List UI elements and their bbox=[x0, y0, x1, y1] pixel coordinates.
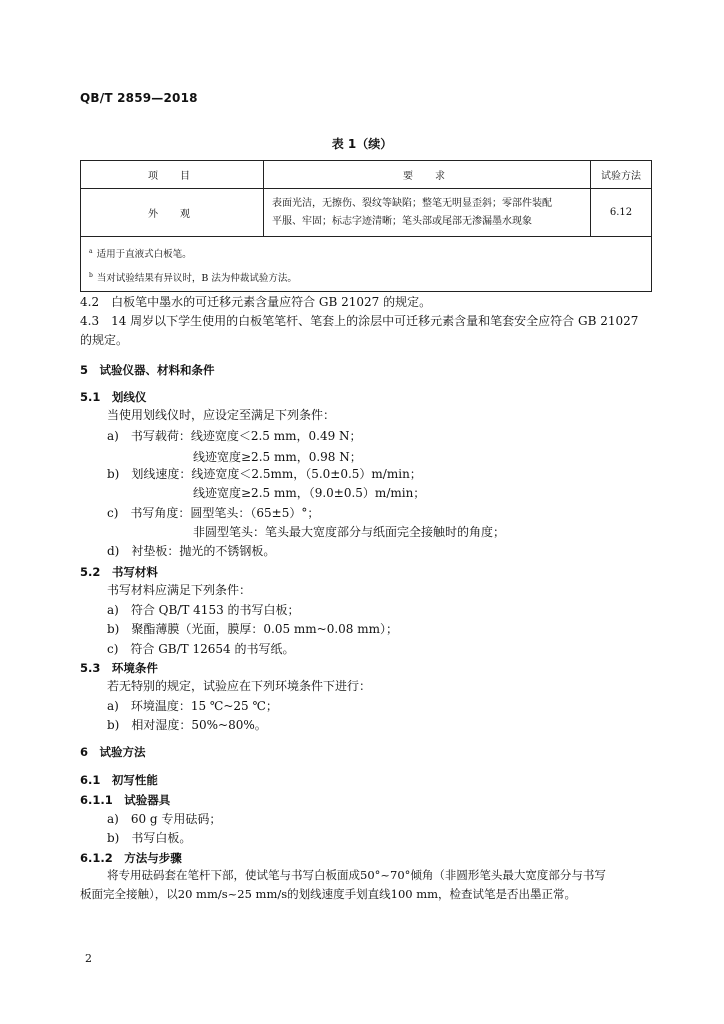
section-6-1-heading: 6.1 初写性能 bbox=[80, 773, 158, 787]
section-6-1-1-heading: 6.1.1 试验器具 bbox=[80, 793, 171, 807]
list-item: b) 书写白板。 bbox=[107, 831, 192, 845]
cell-requirement bbox=[264, 189, 591, 237]
section-5-3-heading: 5.3 环境条件 bbox=[80, 661, 158, 675]
table-header-row bbox=[81, 161, 652, 189]
section-6-heading: 6 试验方法 bbox=[80, 745, 146, 759]
section-5-3-intro: 若无特别的规定，试验应在下列环境条件下进行： bbox=[107, 679, 372, 693]
section-6-1-2-heading: 6.1.2 方法与步骤 bbox=[80, 851, 182, 865]
note-b-mark: b bbox=[89, 272, 93, 280]
cell-item: 外 观 bbox=[81, 189, 264, 237]
cell-method: 6.12 bbox=[591, 189, 652, 237]
note-b bbox=[89, 265, 643, 289]
requirements-table bbox=[80, 160, 652, 292]
table-notes-row bbox=[81, 237, 652, 292]
note-b-text: 当对试验结果有异议时，B 法为仲裁试验方法。 bbox=[96, 273, 297, 285]
list-item: b) 聚酯薄膜（光面，膜厚：0.05 mm~0.08 mm）； bbox=[107, 622, 399, 636]
clause-4-3-cont: 的规定。 bbox=[80, 333, 129, 347]
list-item: a) 符合 QB/T 4153 的书写白板； bbox=[107, 603, 300, 617]
list-item: b) 划线速度：线迹宽度＜2.5mm，（5.0±0.5）m/min； bbox=[107, 467, 422, 481]
list-item: c) 书写角度：圆型笔头：（65±5）°； bbox=[107, 506, 320, 520]
section-5-1-intro: 当使用划线仪时，应设定至满足下列条件： bbox=[107, 408, 336, 422]
list-item: a) 书写载荷：线迹宽度＜2.5 mm，0.49 N； bbox=[107, 429, 362, 443]
section-5-2-heading: 5.2 书写材料 bbox=[80, 565, 158, 579]
procedure-paragraph: 将专用砝码套在笔杆下部，使试笔与书写白板面成50°~70°倾角（非圆形笔头最大宽度部分与书写 bbox=[107, 868, 606, 882]
table-title: 表 1（续） bbox=[331, 137, 393, 151]
list-item: c) 符合 GB/T 12654 的书写纸。 bbox=[107, 642, 295, 656]
standard-code-header: QB/T 2859—2018 bbox=[80, 91, 198, 105]
procedure-paragraph-cont: 板面完全接触），以20 mm/s~25 mm/s的划线速度手划直线100 mm，检查试笔是否出墨正常。 bbox=[80, 887, 577, 901]
note-a-mark: a bbox=[89, 248, 93, 255]
list-item: a) 60 g 专用砝码； bbox=[107, 812, 222, 826]
clause-4-3: 4.3 14 周岁以下学生使用的白板笔笔杆、笔套上的涂层中可迁移元素含量和笔套安全应符合 GB 21027 bbox=[80, 314, 639, 328]
note-a bbox=[89, 241, 643, 265]
list-item-cont: 线迹宽度≥2.5 mm，0.98 N； bbox=[193, 450, 362, 464]
header-item: 项 目 bbox=[81, 161, 264, 189]
header-method: 试验方法 bbox=[591, 161, 652, 189]
table-notes bbox=[81, 237, 652, 292]
section-5-2-intro: 书写材料应满足下列条件： bbox=[107, 583, 252, 597]
list-item: a) 环境温度：15 ℃~25 ℃； bbox=[107, 699, 278, 713]
page-number: 2 bbox=[85, 952, 92, 965]
requirement-line-1: 表面光洁，无擦伤、裂纹等缺陷；整笔无明显歪斜；零部件装配 bbox=[272, 197, 552, 209]
list-item: d) 衬垫板：抛光的不锈钢板。 bbox=[107, 544, 276, 558]
list-item-cont: 非圆型笔头：笔头最大宽度部分与纸面完全接触时的角度； bbox=[193, 525, 506, 539]
note-a-text: 适用于直液式白板笔。 bbox=[96, 249, 192, 261]
list-item-cont: 线迹宽度≥2.5 mm，（9.0±0.5）m/min； bbox=[193, 486, 426, 500]
requirement-line-2: 平服、牢固；标志字迹清晰；笔头部或尾部无渗漏墨水现象 bbox=[272, 215, 532, 227]
table-row bbox=[81, 189, 652, 237]
list-item: b) 相对湿度：50%~80%。 bbox=[107, 718, 267, 732]
header-requirement: 要 求 bbox=[264, 161, 591, 189]
section-5-heading: 5 试验仪器、材料和条件 bbox=[80, 363, 215, 377]
clause-4-2: 4.2 白板笔中墨水的可迁移元素含量应符合 GB 21027 的规定。 bbox=[80, 295, 432, 309]
section-5-1-heading: 5.1 划线仪 bbox=[80, 390, 147, 404]
